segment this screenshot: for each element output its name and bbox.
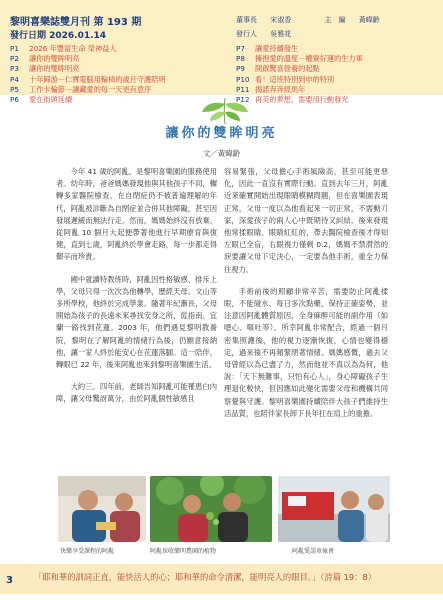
toc-item[interactable]: P9 開啟驚喜營養的起點 (236, 64, 320, 74)
paragraph: 今年 41 歲的阿亂，是黎明喜樂園的服務使用者。幼年時，爸爸媽媽發現他與其他孩子不同，輾轉多家醫院檢查，在自閉症仍不被普遍理解的年代，阿亂被診斷為自閉症並合併其他障礙，甚至因發展遲緩而無法行走。然而，媽媽始終沒有放棄，從阿亂 10 個月大起便帶著他進行早期療育與復健，直到七歲，阿亂終於學會走路，每一步都走得艱辛而珍貴。 (56, 167, 217, 262)
photo-enjoying-class (58, 476, 146, 542)
toc-item[interactable]: P1 2026 年豐富生命 榮神益人 (10, 44, 117, 53)
chairman-label: 董事長 (236, 16, 257, 24)
toc-item[interactable]: P2 讓你的雙眸明亮 (10, 54, 80, 64)
article-title: 讓你的雙眸明亮 (165, 126, 278, 141)
bible-verse: 「耶和華的訓詞正直，能快活人的心；耶和華的命令清潔，能明亮人的眼目。」（詩篇 19：8） (34, 572, 377, 582)
toc-item[interactable]: P8 擁抱愛的溫度－權寮好運的生力軍 (236, 54, 363, 64)
editor-name: 黃暐齡 (358, 16, 380, 24)
publisher-label: 發行人 (236, 30, 257, 38)
toc-item[interactable]: P10 看！這班特別到申的特別 (236, 74, 335, 84)
publisher-name: 吳雅花 (270, 30, 292, 38)
article-byline: 文／黃暐齡 (202, 149, 241, 158)
toc-item[interactable]: P7 讓愛持續發生 (236, 44, 299, 53)
photo-fire-truck (278, 476, 390, 542)
article-column-left (56, 166, 217, 474)
issue-date: 發行日期 2026.01.14 (10, 31, 107, 41)
toc-item[interactable]: P4 十年歸游－仁寶電腦用輪椅的歲月守護陪明 (10, 74, 166, 84)
paragraph: 手術前後的照顧非常辛苦，需要防止阿亂揉眼，不能碰水、每日多次點藥，保持正確姿勢，並注意因阿亂體質原因，全身麻醉可能的副作用（如噁心、嘔吐等）。所幸阿亂非常配合，經過一個月密集照護後，他的視力逐漸恢復，心情也變得穩定，過來後不再頻緊閉著情緒。媽媽感慨，過去父母曾經以為已盡了力，然而他並不真以為為何，他說：「天下無難事，只怕有心人」，身心障礙孩子生理退化較快，但因應如此變化需要父母和機構共同察覺與守護。黎明喜樂園持續陪伴大孩子們維持生活品質，也陪伴家長卸下長年扛在肩上的重擔。 (224, 286, 388, 418)
magazine-title: 黎明喜樂誌雙月刊 第 193 期 (10, 17, 142, 28)
photo-caption: 快樂享受課程的阿亂 (60, 548, 115, 555)
photo-caption: 阿亂採收樂明農園的植物 (150, 548, 217, 555)
toc-item[interactable]: P3 讓你的雙眸明亮 (10, 64, 80, 74)
toc-left (10, 44, 166, 105)
photo-harvest-plants (150, 476, 272, 542)
chairman-name: 宋淑香 (270, 16, 292, 24)
editor-label: 主 編 (324, 16, 346, 24)
toc-item[interactable]: P12 再美的夢想，需要用行動發光 (236, 95, 349, 105)
paragraph: 國中就讀特教班時，阿亂因性格敏感、排斥上學，父母只得一次次為他轉學，歷經天母、文山等多所學校，他終於完成學業。隨著年紀漸長，父母開始為孩子的長遠未來尋找安身之所，從指南、宜蘭一路找到花蓮。2003 年，他們遇見黎明教養院，黎明在了解阿亂的情緒行為後，仍願意接納他，讓一家人終於能安心在花蓮落腳。這一陪伴，轉眼已 22 年，後來阿亂也來到黎明喜樂園生活。 (56, 274, 217, 370)
article-column-right (224, 166, 388, 474)
toc-item[interactable]: P11 揭諾奔奔經馬年 (236, 84, 306, 94)
paragraph: 大約三、四年前，老師告知阿亂可能罹患白內障，讓父母驚訝萬分，由於阿亂個性敏感且 (56, 382, 217, 404)
toc-item[interactable]: P5 工作卡輪節－讓藏愛的每一天更有意序 (10, 84, 152, 94)
photo-caption: 阿亂愛誤車後會 (292, 548, 335, 555)
toc-item[interactable]: P6 愛在街頭延續 (10, 95, 73, 105)
masthead (0, 0, 443, 105)
paragraph: 容易緊張，父母擔心手術風險高，甚至可能更惡化，因此一直沒有實際行動。直到去年三月，阿亂近來確實開始出現眼睛模糊問題，但在喜樂園表現正常，父母一度以為他看起來一切正常，不需動刀家，深愛孩子的兩人心中既期待又糾結。後來發現他常揉眼睛、眼睛紅紅的，帶去醫院檢查後才得知左眼已全盲，右眼視力僅剩 0.2，媽媽不禁潸然的淚要讓父母下定決心，一定要為他手術，重全力保住視力。 (224, 167, 388, 274)
credits (236, 13, 411, 41)
page-number: 3 (6, 575, 13, 586)
